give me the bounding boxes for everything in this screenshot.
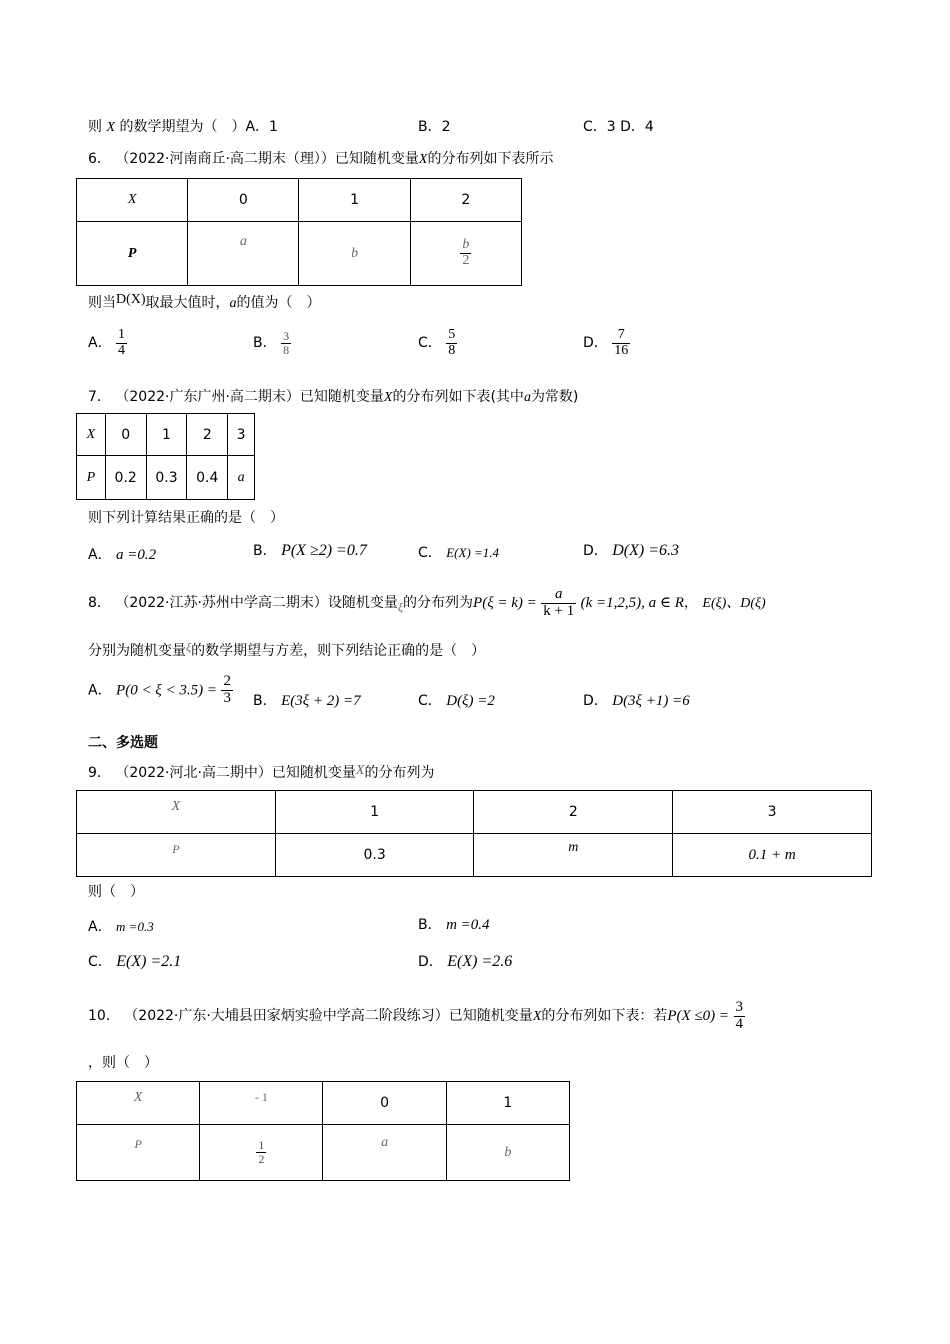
q8-option-b: B． E(3ξ + 2) =7: [253, 693, 361, 709]
q9-option-c: C． E(X) =2.1: [88, 953, 182, 970]
table-cell: P: [77, 1125, 200, 1181]
table-cell: - 1: [200, 1082, 323, 1125]
table-cell: P: [77, 456, 106, 500]
table-cell: 2: [410, 179, 521, 222]
table-cell: X: [77, 791, 276, 834]
table-cell: 0: [188, 179, 299, 222]
q10-stem: 10． （2022·广东·大埔县田家炳实验中学高二阶段练习）已知随机变量X的分布列如下表：若P(X ≤0) = $\frac{3}{4}$: [88, 998, 743, 1032]
q6-option-c: C． $\frac{5}{8}$: [418, 327, 456, 358]
q7-option-a: A． a =0.2: [88, 547, 157, 563]
table-cell: 0.1 + m: [673, 834, 872, 877]
fraction: $\frac{3}{8}$: [283, 329, 290, 357]
fraction: $\frac{7}{16}$: [614, 327, 629, 358]
q6-option-d: D． $\frac{7}{16}$: [583, 327, 629, 358]
table-cell: 3: [673, 791, 872, 834]
table-cell: 2: [474, 791, 673, 834]
q5-stem: 则 X 的数学期望为（ ）A．1: [88, 119, 278, 135]
fraction: $\frac{5}{8}$: [448, 327, 456, 358]
table-cell: a: [188, 222, 299, 286]
fraction: $\frac{1}{2}$: [258, 1138, 265, 1166]
fraction: $\frac{1}{4}$: [118, 327, 126, 358]
table-cell: 0.3: [146, 456, 187, 500]
table-cell: 0: [105, 414, 146, 456]
q10-table: [76, 1081, 570, 1181]
table-cell: X: [77, 179, 188, 222]
q10-line2: ，则（ ）: [88, 1055, 158, 1071]
q7-table: [76, 413, 255, 500]
q8-option-c: C． D(ξ) =2: [418, 693, 495, 709]
table-cell: 0.3: [275, 834, 474, 877]
q6-stem: 6． （2022·河南商丘·高二期末（理））已知随机变量X的分布列如下表所示: [88, 151, 554, 167]
q9-stem: 9． （2022·河北·高二期中）已知随机变量X的分布列为: [88, 763, 435, 781]
q5-option-cd: C．3 D．4: [583, 119, 654, 135]
q6-condition: 则当D(X)取最大值时，a的值为（ ）: [88, 292, 321, 311]
q9-option-a: A． m =0.3: [88, 919, 154, 935]
q7-question: 则下列计算结果正确的是（ ）: [88, 510, 284, 526]
table-cell: P: [77, 222, 188, 286]
q6-option-a: A． $\frac{1}{4}$: [88, 327, 126, 358]
table-cell: 2: [187, 414, 228, 456]
table-cell: [410, 222, 521, 286]
q7-stem: 7． （2022·广东广州·高二期末）已知随机变量X的分布列如下表(其中a为常数): [88, 389, 579, 405]
table-cell: a: [228, 456, 255, 500]
q7-option-c: C． E(X) =1.4: [418, 545, 500, 561]
table-cell: 1: [275, 791, 474, 834]
q8-option-d: D． D(3ξ +1) =6: [583, 693, 690, 709]
q6-table: [76, 178, 522, 286]
fraction: $\frac{a}{k + 1}$: [543, 585, 575, 619]
table-cell: b: [299, 222, 410, 286]
table-cell: b: [446, 1125, 569, 1181]
q8-option-a: A． P(0 < ξ < 3.5) = $\frac{2}{3}$: [88, 673, 231, 706]
table-cell: a: [323, 1125, 446, 1181]
table-cell: 1: [146, 414, 187, 456]
table-cell: 0.2: [105, 456, 146, 500]
q8-stem: 8． （2022·江苏·苏州中学高二期末）设随机变量ξ的分布列为P(ξ = k) = $\frac{a}{k + 1}$ (k =1,2,5), a ∈ R， E(ξ)、D(ξ): [88, 585, 766, 619]
table-cell: X: [77, 414, 106, 456]
table-cell: P: [77, 834, 276, 877]
q6-option-b: B． $\frac{3}{8}$: [253, 329, 290, 357]
q7-option-d: D． D(X) =6.3: [583, 542, 680, 559]
table-cell: m: [474, 834, 673, 877]
table-cell: 0.4: [187, 456, 228, 500]
section-title: 二、多选题: [88, 735, 158, 751]
table-cell: X: [77, 1082, 200, 1125]
table-cell: 1: [446, 1082, 569, 1125]
q7-option-b: B． P(X ≥2) =0.7: [253, 542, 367, 559]
q9-table: [76, 790, 872, 877]
table-cell: 1: [299, 179, 410, 222]
q9-question: 则（ ）: [88, 884, 144, 900]
table-cell: 0: [323, 1082, 446, 1125]
q5-option-b: B．2: [418, 119, 451, 135]
fraction: $\frac{2}{3}$: [223, 673, 231, 706]
fraction: $\frac{3}{4}$: [735, 998, 743, 1032]
q9-option-d: D． E(X) =2.6: [418, 953, 513, 970]
q8-line2: 分别为随机变量ξ的数学期望与方差，则下列结论正确的是（ ）: [88, 640, 486, 659]
table-cell: [200, 1125, 323, 1181]
table-cell: 3: [228, 414, 255, 456]
fraction: $\frac{b}{2}$: [462, 237, 470, 268]
q9-option-b: B． m =0.4: [418, 917, 490, 933]
